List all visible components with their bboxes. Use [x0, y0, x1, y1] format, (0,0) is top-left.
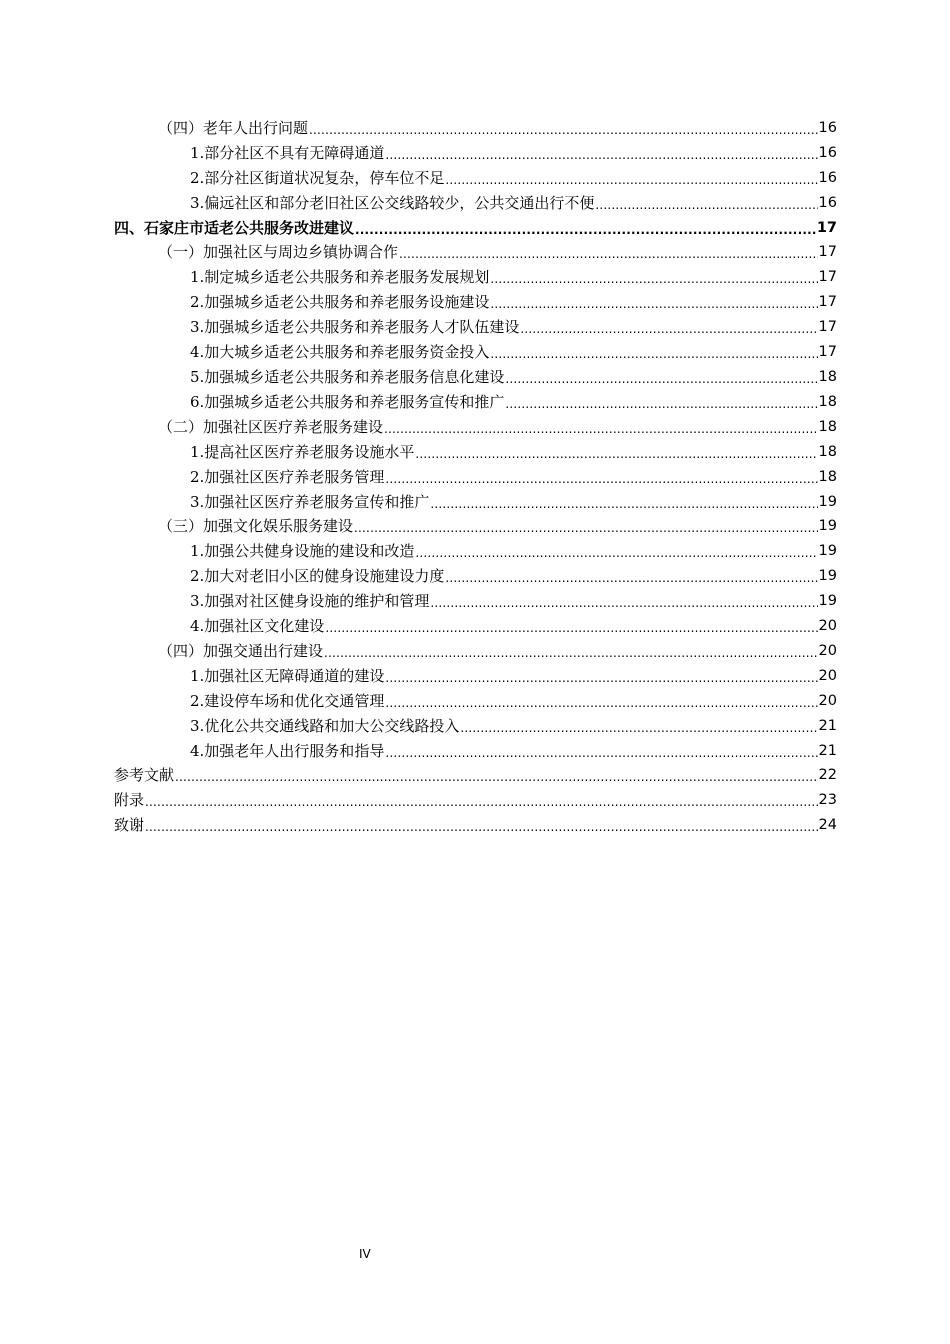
toc-entry-title: 5.加强城乡适老公共服务和养老服务信息化建设 — [190, 367, 505, 386]
toc-entry-title: （四）加强交通出行建设 — [158, 641, 324, 660]
toc-entry-title: 3.加强社区医疗养老服务宣传和推广 — [190, 492, 430, 511]
toc-entry-page: 17 — [818, 319, 837, 336]
toc-leader-dots — [445, 173, 817, 188]
toc-entry-title: 参考文献 — [114, 766, 175, 785]
toc-leader-dots — [384, 422, 818, 437]
toc-entry[interactable] — [114, 312, 837, 337]
toc-entry[interactable] — [114, 512, 837, 537]
toc-leader-dots — [399, 247, 818, 262]
toc-leader-dots — [430, 596, 817, 611]
toc-leader-dots — [385, 671, 817, 686]
toc-entry[interactable] — [114, 113, 837, 138]
toc-entry-page: 18 — [818, 418, 837, 435]
toc-leader-dots — [445, 571, 817, 586]
toc-entry-page: 21 — [818, 717, 837, 734]
toc-entry[interactable] — [114, 337, 837, 362]
toc-leader-dots — [490, 297, 817, 312]
toc-entry[interactable] — [114, 362, 837, 387]
toc-entry[interactable] — [114, 437, 837, 462]
toc-entry-page: 19 — [818, 543, 837, 560]
toc-chapter-entry[interactable] — [114, 761, 837, 786]
toc-entry[interactable] — [114, 487, 837, 512]
toc-entry[interactable] — [114, 586, 837, 611]
toc-entry-title: 1.加强公共健身设施的建设和改造 — [190, 542, 415, 561]
toc-entry[interactable] — [114, 262, 837, 287]
toc-leader-dots — [385, 148, 817, 163]
toc-leader-dots — [415, 447, 817, 462]
toc-entry-page: 22 — [818, 767, 837, 784]
toc-entry[interactable] — [114, 661, 837, 686]
toc-entry-page: 20 — [818, 642, 837, 659]
toc-leader-dots — [354, 521, 818, 536]
toc-leader-dots — [490, 272, 817, 287]
toc-entry-title: 1.提高社区医疗养老服务设施水平 — [190, 442, 415, 461]
toc-entry-title: 3.加强对社区健身设施的维护和管理 — [190, 592, 430, 611]
toc-leader-dots — [385, 472, 817, 487]
toc-entry-page: 19 — [818, 593, 837, 610]
toc-entry-page: 18 — [818, 443, 837, 460]
toc-entry[interactable] — [114, 536, 837, 561]
toc-entry[interactable] — [114, 238, 837, 263]
toc-entry[interactable] — [114, 711, 837, 736]
toc-entry-title: 1.加强社区无障碍通道的建设 — [190, 666, 385, 685]
toc-entry-title: 4.加强社区文化建设 — [190, 617, 325, 636]
toc-entry-title: 6.加强城乡适老公共服务和养老服务宣传和推广 — [190, 392, 505, 411]
toc-entry-page: 17 — [818, 244, 837, 261]
toc-entry[interactable] — [114, 462, 837, 487]
toc-leader-dots — [385, 746, 817, 761]
toc-leader-dots — [520, 322, 817, 337]
toc-entry-page: 17 — [818, 294, 837, 311]
toc-entry-title: 4.加强老年人出行服务和指导 — [190, 741, 385, 760]
toc-entry-page: 17 — [818, 269, 837, 286]
toc-entry-page: 21 — [818, 742, 837, 759]
toc-entry-page: 16 — [818, 194, 837, 211]
toc-entry-page: 16 — [818, 119, 837, 136]
toc-leader-dots — [385, 696, 817, 711]
toc-chapter-entry[interactable] — [114, 810, 837, 835]
toc-entry-title: 2.部分社区街道状况复杂，停车位不足 — [190, 168, 445, 187]
toc-entry-page: 19 — [818, 493, 837, 510]
toc-leader-dots — [505, 397, 817, 412]
toc-entry-page: 17 — [816, 219, 837, 236]
toc-entry-page: 20 — [818, 618, 837, 635]
toc-entry-title: 3.加强城乡适老公共服务和养老服务人才队伍建设 — [190, 318, 520, 337]
toc-chapter-entry[interactable] — [114, 213, 837, 238]
toc-leader-dots — [460, 721, 817, 736]
toc-entry[interactable] — [114, 686, 837, 711]
toc-entry[interactable] — [114, 387, 837, 412]
toc-entry-page: 19 — [818, 518, 837, 535]
toc-chapter-entry[interactable] — [114, 785, 837, 810]
toc-entry-title: （一）加强社区与周边乡镇协调合作 — [158, 243, 399, 262]
table-of-contents — [114, 113, 837, 835]
toc-leader-dots — [145, 795, 818, 810]
toc-entry[interactable] — [114, 287, 837, 312]
toc-leader-dots — [595, 198, 817, 213]
toc-entry[interactable] — [114, 611, 837, 636]
toc-entry-title: 2.加强社区医疗养老服务管理 — [190, 467, 385, 486]
toc-entry[interactable] — [114, 163, 837, 188]
toc-entry[interactable] — [114, 138, 837, 163]
toc-entry-title: 致谢 — [114, 816, 145, 835]
toc-leader-dots — [505, 372, 817, 387]
toc-entry[interactable] — [114, 736, 837, 761]
toc-entry-page: 18 — [818, 468, 837, 485]
toc-entry[interactable] — [114, 636, 837, 661]
toc-leader-dots — [325, 621, 817, 636]
toc-entry[interactable] — [114, 188, 837, 213]
toc-leader-dots — [430, 497, 817, 512]
toc-entry-title: （二）加强社区医疗养老服务建设 — [158, 417, 384, 436]
toc-entry-page: 23 — [818, 792, 837, 809]
toc-entry-page: 16 — [818, 169, 837, 186]
page-number: IV — [359, 1247, 371, 1261]
toc-entry-page: 18 — [818, 393, 837, 410]
toc-entry-page: 24 — [818, 817, 837, 834]
toc-entry-title: 四、石家庄市适老公共服务改进建议 — [114, 218, 355, 237]
toc-entry-title: （四）老年人出行问题 — [158, 118, 309, 137]
toc-entry-title: 4.加大城乡适老公共服务和养老服务资金投入 — [190, 343, 490, 362]
toc-entry-title: 1.部分社区不具有无障碍通道 — [190, 143, 385, 162]
toc-entry-title: 2.建设停车场和优化交通管理 — [190, 691, 385, 710]
toc-leader-dots — [145, 820, 818, 835]
toc-entry-page: 20 — [818, 692, 837, 709]
toc-entry-title: （三）加强文化娱乐服务建设 — [158, 517, 354, 536]
toc-entry-page: 18 — [818, 368, 837, 385]
toc-entry-title: 3.偏远社区和部分老旧社区公交线路较少，公共交通出行不便 — [190, 193, 595, 212]
toc-leader-dots — [324, 646, 818, 661]
toc-entry-title: 3.优化公共交通线路和加大公交线路投入 — [190, 716, 460, 735]
toc-leader-dots — [175, 770, 818, 785]
toc-leader-dots — [415, 546, 817, 561]
toc-leader-dots — [309, 123, 818, 138]
toc-entry-page: 17 — [818, 344, 837, 361]
toc-entry-title: 2.加强城乡适老公共服务和养老服务设施建设 — [190, 293, 490, 312]
toc-entry-title: 1.制定城乡适老公共服务和养老服务发展规划 — [190, 268, 490, 287]
toc-entry-page: 16 — [818, 144, 837, 161]
toc-entry-page: 19 — [818, 568, 837, 585]
toc-entry-title: 附录 — [114, 791, 145, 810]
toc-entry-title: 2.加大对老旧小区的健身设施建设力度 — [190, 567, 445, 586]
toc-leader-dots — [355, 223, 816, 238]
toc-entry[interactable] — [114, 561, 837, 586]
toc-leader-dots — [490, 347, 817, 362]
toc-entry[interactable] — [114, 412, 837, 437]
toc-entry-page: 20 — [818, 667, 837, 684]
